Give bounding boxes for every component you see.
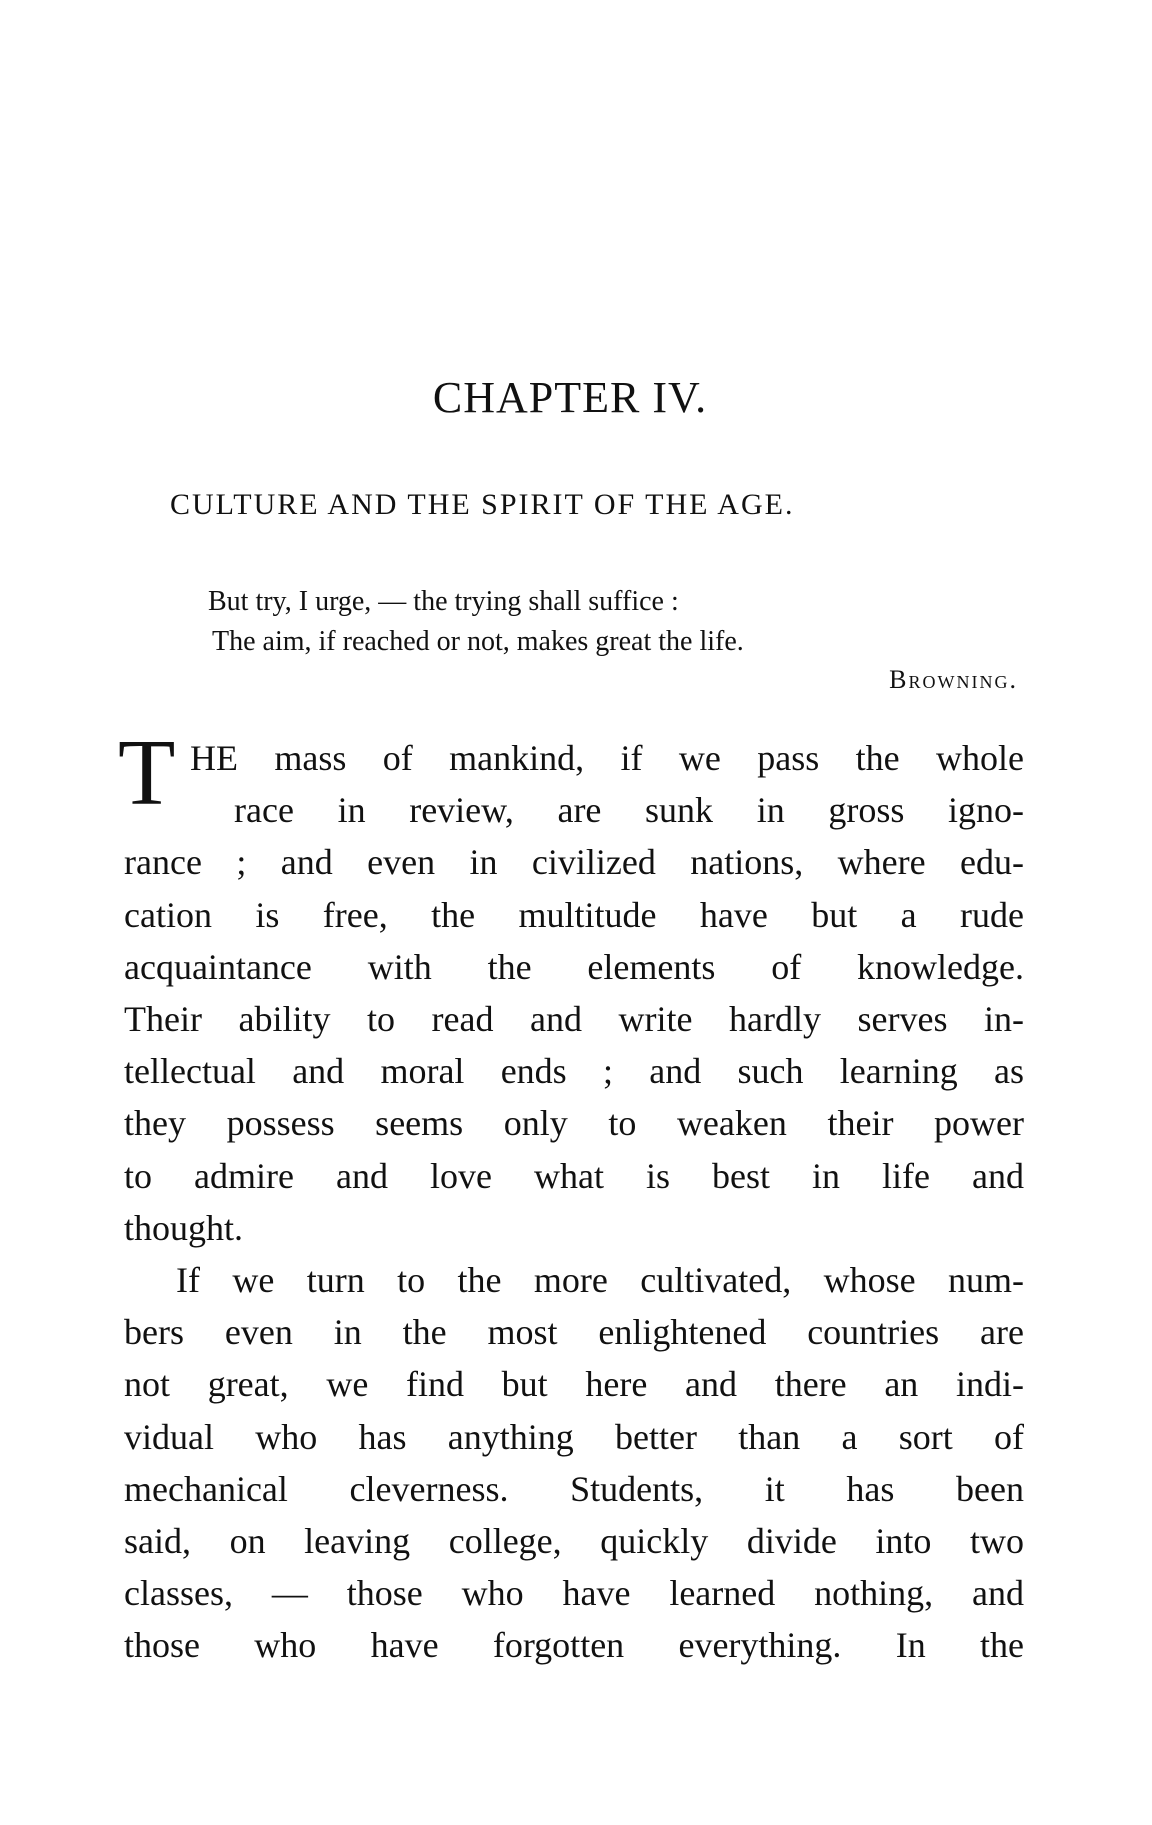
text-line: vidual who has anything better than a sort of — [124, 1416, 1024, 1457]
text-line: they possess seems only to weaken their power — [124, 1103, 1024, 1144]
chapter-heading: CHAPTER IV. — [432, 373, 708, 422]
text-line: If we turn to the more cultivated, whose num- — [176, 1260, 1024, 1301]
drop-cap: T — [118, 721, 176, 825]
text-line: thought. — [124, 1207, 244, 1248]
text-line: those who have forgotten everything. In the — [124, 1625, 1024, 1666]
text-line: race in review, are sunk in gross igno- — [234, 790, 1024, 831]
chapter-title: CULTURE AND THE SPIRIT OF THE AGE. — [170, 488, 795, 521]
text-line: acquaintance with the elements of knowledge. — [124, 946, 1024, 987]
text-line: not great, we find but here and there an indi- — [124, 1364, 1024, 1405]
text-line: tellectual and moral ends ; and such learning as — [124, 1051, 1024, 1092]
text-line: bers even in the most enlightened countries are — [124, 1312, 1024, 1353]
paragraph-2 — [124, 1254, 1024, 1672]
text-line: to admire and love what is best in life and — [124, 1155, 1024, 1196]
text-line: classes, — those who have learned nothing, and — [124, 1573, 1024, 1614]
epigraph-attribution: Browning. — [889, 665, 1018, 694]
body-text — [118, 721, 1024, 1672]
text-line: said, on leaving college, quickly divide into two — [124, 1521, 1024, 1562]
epigraph-line: The aim, if reached or not, makes great the life. — [212, 626, 744, 657]
text-line: Their ability to read and write hardly serves in- — [124, 999, 1024, 1040]
epigraph — [208, 582, 1018, 694]
text-line: rance ; and even in civilized nations, where edu- — [124, 842, 1024, 883]
text-line: mechanical cleverness. Students, it has been — [124, 1468, 1024, 1509]
paragraph-1 — [118, 721, 1024, 1254]
text-line: HE mass of mankind, if we pass the whole — [190, 738, 1024, 778]
epigraph-line: But try, I urge, — the trying shall suffice : — [208, 586, 679, 617]
text-line: cation is free, the multitude have but a rude — [124, 894, 1024, 935]
